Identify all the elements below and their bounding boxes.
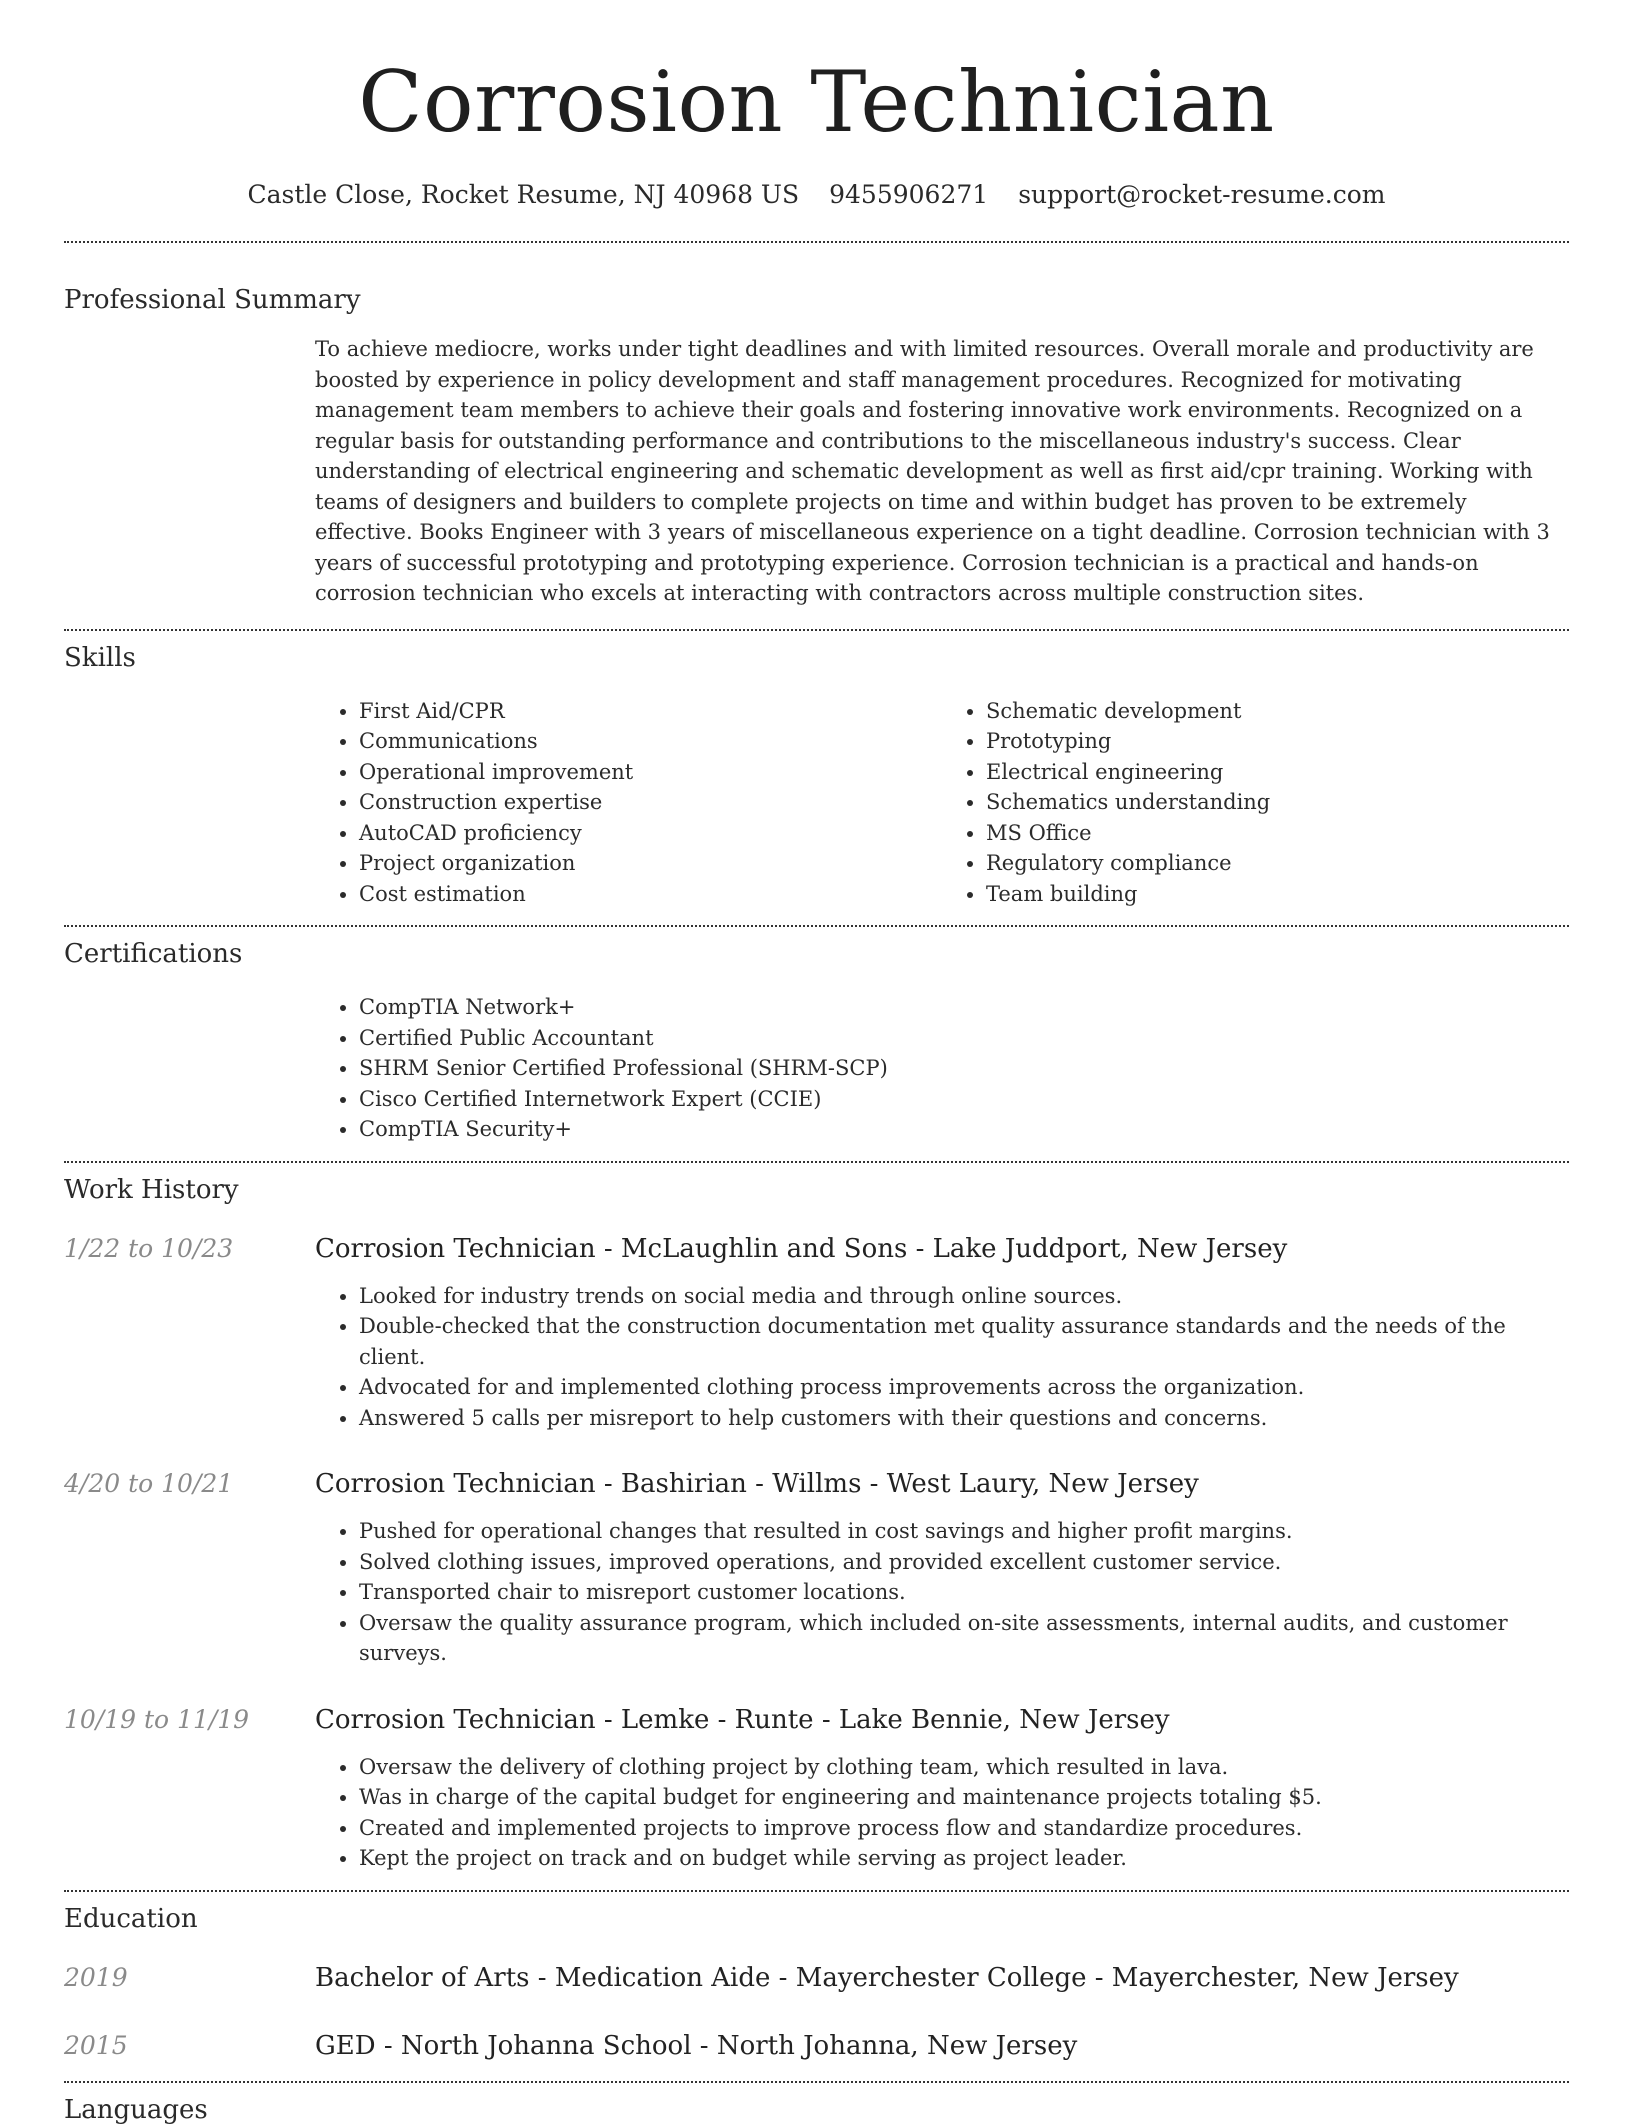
skill-item: • MS Office bbox=[986, 818, 1569, 849]
skill-item: • Electrical engineering bbox=[986, 757, 1569, 788]
skill-item: • Construction expertise bbox=[359, 787, 942, 818]
skill-item: • Schematics understanding bbox=[986, 787, 1569, 818]
divider bbox=[64, 241, 1569, 243]
summary-text: To achieve mediocre, works under tight deadlines and with limited resources. Overall morale and productivity are boosted by experience in policy development and staff management procedures. Recognized for motivating management team members to achieve their goals and fostering innovative work environments. Recognized on a regular basis for outstanding performance and contributions to the miscellaneous industry's success. Clear understanding of electrical engineering and schematic development as well as first aid/cpr training. Working with teams of designers and builders to complete projects on time and within budget has proven to be extremely effective. Books Engineer with 3 years of miscellaneous experience on a tight deadline. Corrosion technician with 3 years of successful prototyping and prototyping experience. Corrosion technician is a practical and hands-on corrosion technician who excels at interacting with contractors across multiple construction sites. bbox=[315, 337, 1550, 605]
divider bbox=[64, 1890, 1569, 1892]
contact-email: support@rocket-resume.com bbox=[1018, 180, 1386, 209]
section-title-education: Education bbox=[64, 1903, 198, 1934]
skills-grid bbox=[315, 696, 1569, 910]
skill-item: • Schematic development bbox=[986, 696, 1569, 727]
job-dates: 10/19 to 11/19 bbox=[64, 1704, 250, 1734]
section-title-work-history: Work History bbox=[64, 1174, 239, 1205]
education-year: 2019 bbox=[64, 1962, 128, 1992]
skills-list-left bbox=[315, 696, 942, 910]
education-year: 2015 bbox=[64, 2030, 128, 2060]
skills-list-right bbox=[942, 696, 1569, 910]
certification-item: • Cisco Certified Internetwork Expert (CCIE) bbox=[359, 1084, 1569, 1115]
contact-address: Castle Close, Rocket Resume, NJ 40968 US bbox=[247, 180, 800, 209]
skill-item: • Operational improvement bbox=[359, 757, 942, 788]
job-entry bbox=[64, 1232, 1569, 1434]
job-bullet: • Advocated for and implemented clothing process improvements across the organization. bbox=[359, 1372, 1569, 1403]
skill-item: • Communications bbox=[359, 726, 942, 757]
job-entry bbox=[64, 1703, 1569, 1874]
divider bbox=[64, 629, 1569, 631]
job-bullet: • Double-checked that the construction documentation met quality assurance standards and the needs of the client. bbox=[359, 1311, 1569, 1372]
divider bbox=[64, 2081, 1569, 2083]
job-entry bbox=[64, 1467, 1569, 1669]
contact-phone: 9455906271 bbox=[829, 180, 989, 209]
skill-item: • Cost estimation bbox=[359, 879, 942, 910]
education-entry bbox=[64, 1961, 1569, 1995]
job-bullet: • Pushed for operational changes that resulted in cost savings and higher profit margins. bbox=[359, 1516, 1569, 1547]
contact-line bbox=[64, 178, 1569, 212]
certification-item: • SHRM Senior Certified Professional (SHRM-SCP) bbox=[359, 1053, 1569, 1084]
section-title-languages: Languages bbox=[64, 2094, 208, 2125]
job-bullet: • Solved clothing issues, improved operations, and provided excellent customer service. bbox=[359, 1547, 1569, 1578]
skill-item: • Prototyping bbox=[986, 726, 1569, 757]
job-dates: 1/22 to 10/23 bbox=[64, 1233, 234, 1263]
job-bullet: • Oversaw the delivery of clothing project by clothing team, which resulted in lava. bbox=[359, 1752, 1569, 1783]
job-heading: Corrosion Technician - Lemke - Runte - Lake Bennie, New Jersey bbox=[315, 1704, 1170, 1735]
job-bullet: • Kept the project on track and on budget while serving as project leader. bbox=[359, 1843, 1569, 1874]
job-bullets bbox=[315, 1281, 1569, 1434]
job-bullets bbox=[315, 1752, 1569, 1874]
section-title-certifications: Certifications bbox=[64, 939, 243, 969]
job-heading: Corrosion Technician - McLaughlin and Sons - Lake Juddport, New Jersey bbox=[315, 1233, 1288, 1264]
job-bullet: • Was in charge of the capital budget for engineering and maintenance projects totaling $5. bbox=[359, 1782, 1569, 1813]
skill-item: • Regulatory compliance bbox=[986, 848, 1569, 879]
job-bullet: • Transported chair to misreport customer locations. bbox=[359, 1577, 1569, 1608]
education-detail: GED - North Johanna School - North Johanna, New Jersey bbox=[315, 2030, 1078, 2061]
divider bbox=[64, 925, 1569, 927]
resume-page bbox=[64, 0, 1569, 2127]
resume-name: Corrosion Technician bbox=[358, 53, 1275, 151]
job-bullet: • Looked for industry trends on social media and through online sources. bbox=[359, 1281, 1569, 1312]
skill-item: • Project organization bbox=[359, 848, 942, 879]
job-heading: Corrosion Technician - Bashirian - Willms - West Laury, New Jersey bbox=[315, 1469, 1199, 1499]
skill-item: • First Aid/CPR bbox=[359, 696, 942, 727]
job-bullet: • Oversaw the quality assurance program, which included on-site assessments, internal audits, and customer surveys. bbox=[359, 1608, 1569, 1669]
job-bullets bbox=[315, 1516, 1569, 1669]
skill-item: • AutoCAD proficiency bbox=[359, 818, 942, 849]
section-title-skills: Skills bbox=[64, 642, 136, 673]
certification-item: • Certified Public Accountant bbox=[359, 1023, 1569, 1054]
job-bullet: • Created and implemented projects to improve process flow and standardize procedures. bbox=[359, 1813, 1569, 1844]
section-title-summary: Professional Summary bbox=[64, 285, 361, 315]
certifications-list bbox=[315, 992, 1569, 1145]
education-detail: Bachelor of Arts - Medication Aide - Mayerchester College - Mayerchester, New Jersey bbox=[315, 1962, 1459, 1993]
skill-item: • Team building bbox=[986, 879, 1569, 910]
divider bbox=[64, 1161, 1569, 1163]
education-entry bbox=[64, 2029, 1569, 2063]
job-dates: 4/20 to 10/21 bbox=[64, 1469, 234, 1498]
certification-item: • CompTIA Security+ bbox=[359, 1114, 1569, 1145]
certification-item: • CompTIA Network+ bbox=[359, 992, 1569, 1023]
job-bullet: • Answered 5 calls per misreport to help customers with their questions and concerns. bbox=[359, 1403, 1569, 1434]
